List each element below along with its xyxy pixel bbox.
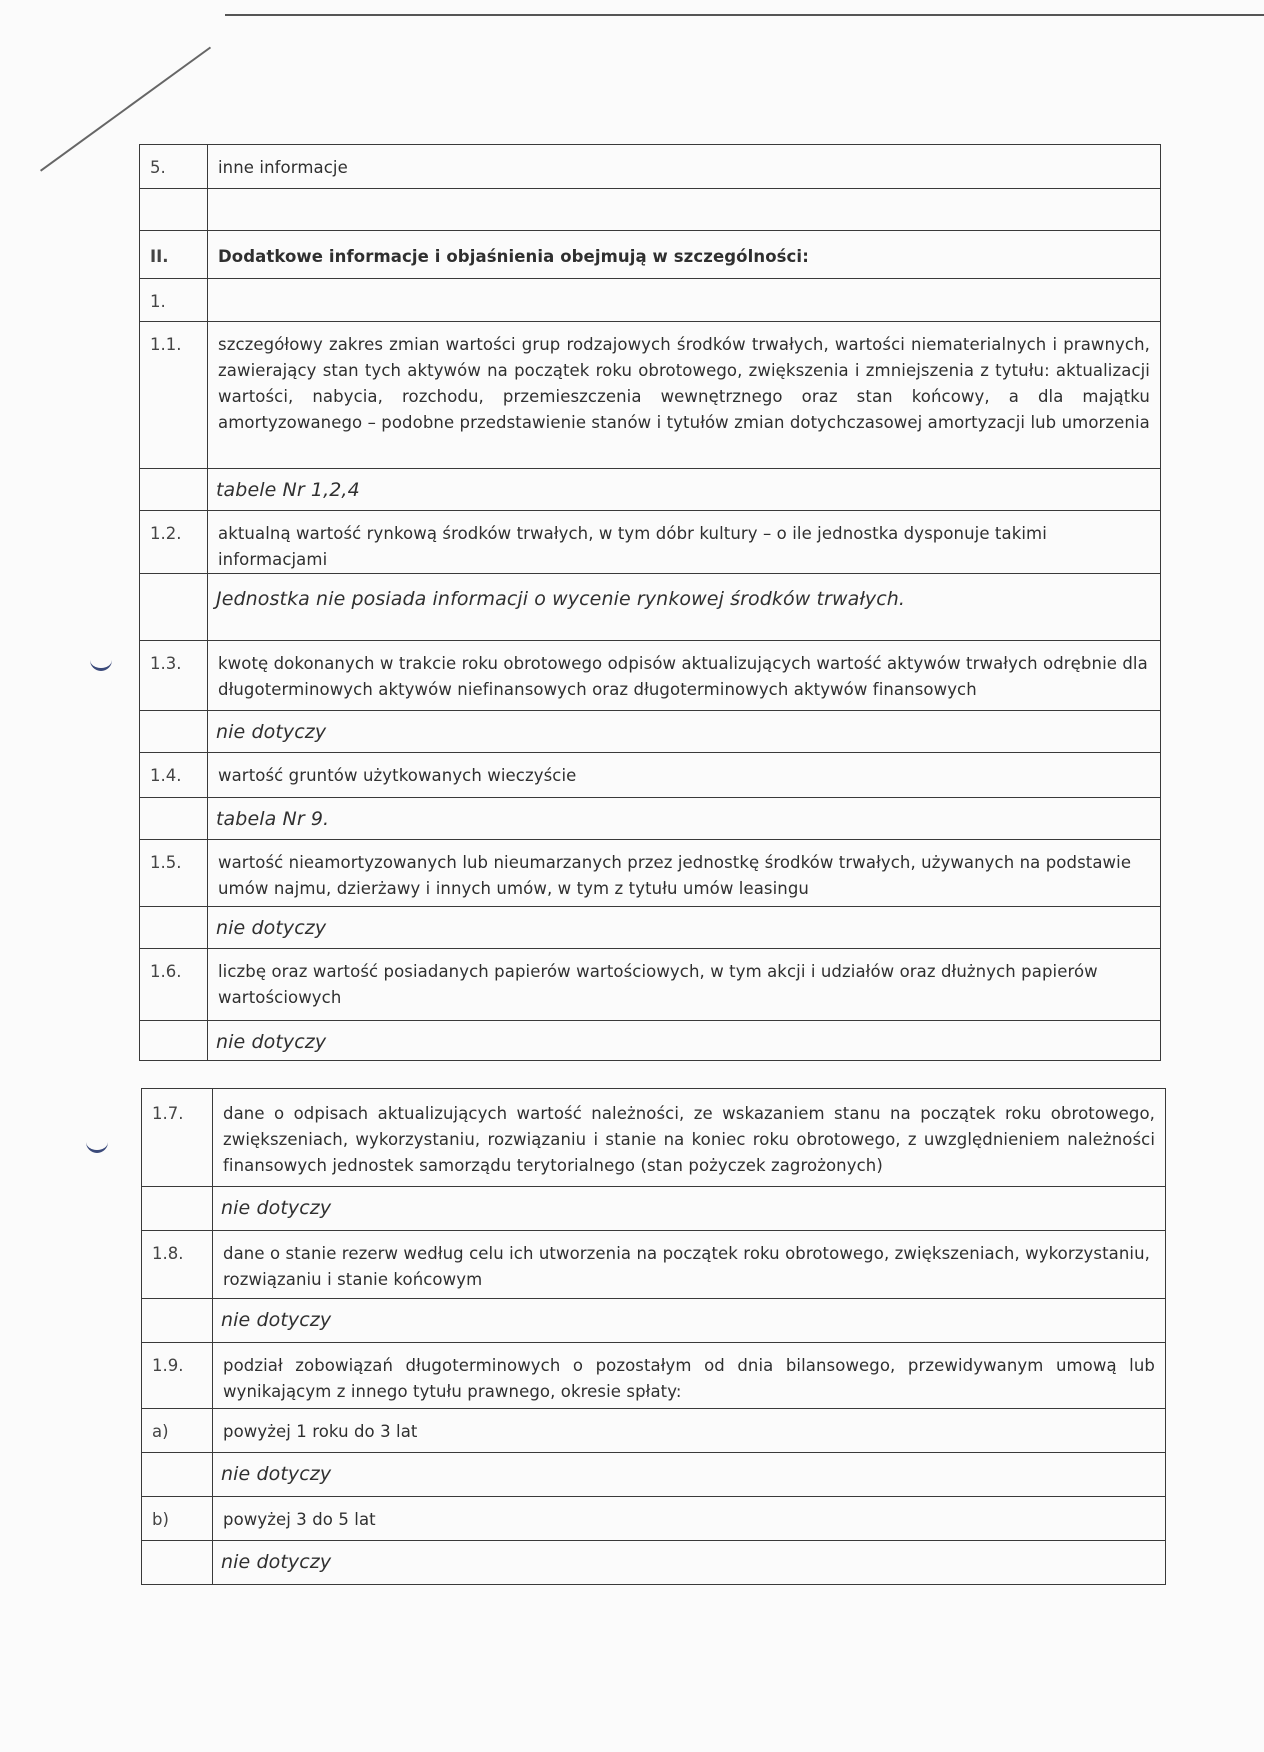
- table-row: [140, 641, 1161, 711]
- row-number: [140, 907, 208, 949]
- row-text: [208, 279, 1161, 322]
- table-row: [142, 1299, 1166, 1343]
- row-number: 1.2.: [140, 511, 208, 574]
- table-row: [140, 145, 1161, 189]
- table-row: [142, 1343, 1166, 1409]
- table-row: [140, 279, 1161, 322]
- table-row: [140, 189, 1161, 231]
- row-text: dane o odpisach aktualizujących wartość należności, ze wskazaniem stanu na początek roku obrotowego, zwiększeniach, wykorzystaniu, rozwiązaniu i stanie na koniec roku obrotowego, z uwzględnieniem należności finansowych jednostek samorządu terytorialnego (stan pożyczek zagrożonych): [213, 1089, 1166, 1187]
- table-row: [142, 1187, 1166, 1231]
- row-number: [142, 1187, 213, 1231]
- row-number: 1.9.: [142, 1343, 213, 1409]
- answer-text: nie dotyczy: [208, 711, 1161, 753]
- row-number: 1.8.: [142, 1231, 213, 1299]
- row-text: aktualną wartość rynkową środków trwałych, w tym dóbr kultury – o ile jednostka dysponuje takimi informacjami: [208, 511, 1161, 574]
- answer-text: nie dotyczy: [208, 1021, 1161, 1061]
- row-number: 1.4.: [140, 753, 208, 798]
- row-number: [140, 574, 208, 641]
- table-row: [140, 1021, 1161, 1061]
- answer-text: nie dotyczy: [208, 907, 1161, 949]
- row-text: wartość gruntów użytkowanych wieczyście: [208, 753, 1161, 798]
- table-row: [140, 753, 1161, 798]
- table-row: [140, 711, 1161, 753]
- answer-text: tabela Nr 9.: [208, 798, 1161, 840]
- answer-text: tabele Nr 1,2,4: [208, 469, 1161, 511]
- row-number: [142, 1299, 213, 1343]
- row-number: 1.1.: [140, 322, 208, 469]
- answer-text: nie dotyczy: [213, 1187, 1166, 1231]
- table-row: [140, 231, 1161, 279]
- punch-hole-mark: [90, 658, 112, 671]
- row-number: [142, 1453, 213, 1497]
- table-row: [142, 1497, 1166, 1541]
- table-row: [140, 511, 1161, 574]
- row-number: 1.5.: [140, 840, 208, 907]
- table-row: [140, 798, 1161, 840]
- row-number: a): [142, 1409, 213, 1453]
- row-number: [140, 469, 208, 511]
- answer-text: nie dotyczy: [213, 1541, 1166, 1585]
- row-number: [140, 711, 208, 753]
- answer-text: nie dotyczy: [213, 1299, 1166, 1343]
- table-row: [142, 1453, 1166, 1497]
- row-text: [208, 189, 1161, 231]
- section-number: II.: [140, 231, 208, 279]
- row-text: inne informacje: [208, 145, 1161, 189]
- table-row: [142, 1231, 1166, 1299]
- row-number: 1.7.: [142, 1089, 213, 1187]
- row-text: wartość nieamortyzowanych lub nieumarzanych przez jednostkę środków trwałych, używanych na podstawie umów najmu, dzierżawy i innych umów, w tym z tytułu umów leasingu: [208, 840, 1161, 907]
- row-text: podział zobowiązań długoterminowych o pozostałym od dnia bilansowego, przewidywanym umową lub wynikającym z innego tytułu prawnego, okresie spłaty:: [213, 1343, 1166, 1409]
- row-text: powyżej 3 do 5 lat: [213, 1497, 1166, 1541]
- row-number: 5.: [140, 145, 208, 189]
- row-text: powyżej 1 roku do 3 lat: [213, 1409, 1166, 1453]
- table-row: [142, 1409, 1166, 1453]
- table-row: [140, 322, 1161, 469]
- row-number: 1.6.: [140, 949, 208, 1021]
- table-row: [140, 907, 1161, 949]
- row-text: dane o stanie rezerw według celu ich utworzenia na początek roku obrotowego, zwiększeniach, wykorzystaniu, rozwiązaniu i stanie końcowym: [213, 1231, 1166, 1299]
- row-number: 1.3.: [140, 641, 208, 711]
- table-row: [142, 1089, 1166, 1187]
- answer-text: Jednostka nie posiada informacji o wycenie rynkowej środków trwałych.: [208, 574, 1161, 641]
- row-number: [140, 798, 208, 840]
- table-row: [140, 840, 1161, 907]
- table-row: [142, 1541, 1166, 1585]
- row-number: b): [142, 1497, 213, 1541]
- row-text: kwotę dokonanych w trakcie roku obrotowego odpisów aktualizujących wartość aktywów trwałych odrębnie dla długoterminowych aktywów niefinansowych oraz długoterminowych aktywów finansowych: [208, 641, 1161, 711]
- row-number: [140, 189, 208, 231]
- punch-hole-mark: [86, 1140, 108, 1153]
- notes-table-1: [139, 144, 1161, 1061]
- row-text: szczegółowy zakres zmian wartości grup rodzajowych środków trwałych, wartości niematerialnych i prawnych, zawierający stan tych aktywów na początek roku obrotowego, zwiększenia i zmniejszenia z tytułu: aktualizacji wartości, nabycia, rozchodu, przemieszczenia wewnętrznego oraz stan końcowy, a dla majątku amortyzowanego – podobne przedstawienie stanów i tytułów zmian dotychczasowej amortyzacji lub umorzenia: [208, 322, 1161, 469]
- row-number: 1.: [140, 279, 208, 322]
- table-row: [140, 574, 1161, 641]
- table-row: [140, 949, 1161, 1021]
- row-number: [140, 1021, 208, 1061]
- notes-table-2: [141, 1088, 1166, 1585]
- row-number: [142, 1541, 213, 1585]
- scan-edge: [225, 14, 1264, 16]
- row-text: liczbę oraz wartość posiadanych papierów wartościowych, w tym akcji i udziałów oraz dłużnych papierów wartościowych: [208, 949, 1161, 1021]
- table-row: [140, 469, 1161, 511]
- section-heading: Dodatkowe informacje i objaśnienia obejmują w szczególności:: [208, 231, 1161, 279]
- answer-text: nie dotyczy: [213, 1453, 1166, 1497]
